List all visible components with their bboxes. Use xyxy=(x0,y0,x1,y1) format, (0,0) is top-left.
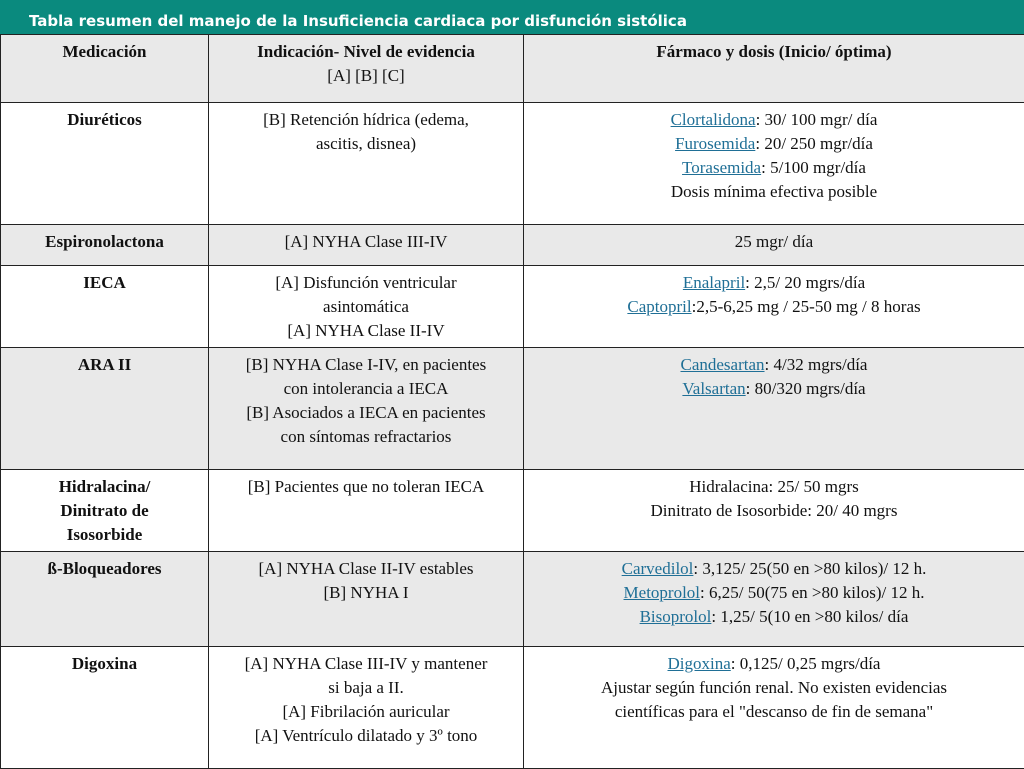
header-farmaco: Fármaco y dosis (Inicio/ óptima) xyxy=(524,35,1024,103)
dose-text: : 30/ 100 mgr/ día xyxy=(756,110,878,129)
page-title: Tabla resumen del manejo de la Insuficiencia cardiaca por disfunción sistólica xyxy=(0,0,1024,34)
dose-line xyxy=(530,475,1018,499)
indication-text: [B] Retención hídrica (edema, xyxy=(215,108,517,132)
drug-link[interactable]: Bisoprolol xyxy=(640,607,712,626)
dose-line xyxy=(530,132,1018,156)
dose-line xyxy=(530,353,1018,377)
dose-text: : 20/ 250 mgr/día xyxy=(755,134,873,153)
dose-line xyxy=(530,605,1018,629)
dose-text: : 6,25/ 50(75 en >80 kilos)/ 12 h. xyxy=(700,583,924,602)
dose-cell xyxy=(524,103,1024,225)
indication-text: [A] NYHA Clase III-IV xyxy=(215,230,517,254)
summary-table xyxy=(0,34,1024,769)
indication-text: con intolerancia a IECA xyxy=(215,377,517,401)
indication-text: [A] Disfunción ventricular xyxy=(215,271,517,295)
indication-text: [A] NYHA Clase II-IV estables xyxy=(215,557,517,581)
dose-line xyxy=(530,581,1018,605)
indication-text: [B] NYHA I xyxy=(215,581,517,605)
dose-text: : 1,25/ 5(10 en >80 kilos/ día xyxy=(711,607,908,626)
drug-link[interactable]: Furosemida xyxy=(675,134,755,153)
indication-cell xyxy=(209,225,524,266)
dose-line xyxy=(530,377,1018,401)
dose-line xyxy=(530,700,1018,724)
dose-text: : 4/32 mgrs/día xyxy=(765,355,868,374)
medication-cell xyxy=(1,225,209,266)
dose-line xyxy=(530,180,1018,204)
table-row xyxy=(1,552,1024,647)
indication-text: [B] Asociados a IECA en pacientes xyxy=(215,401,517,425)
dose-cell xyxy=(524,266,1024,348)
drug-link[interactable]: Enalapril xyxy=(683,273,745,292)
drug-link[interactable]: Carvedilol xyxy=(622,559,694,578)
drug-link[interactable]: Captopril xyxy=(627,297,691,316)
dose-line xyxy=(530,156,1018,180)
indication-text: asintomática xyxy=(215,295,517,319)
indication-text: [B] NYHA Clase I-IV, en pacientes xyxy=(215,353,517,377)
dose-text: 25 mgr/ día xyxy=(735,232,813,251)
dose-text: : 5/100 mgr/día xyxy=(761,158,866,177)
dose-text: : 2,5/ 20 mgrs/día xyxy=(745,273,865,292)
dose-text: Ajustar según función renal. No existen evidencias xyxy=(601,678,947,697)
indication-cell xyxy=(209,266,524,348)
medication-name: IECA xyxy=(7,271,202,295)
medication-cell xyxy=(1,103,209,225)
medication-cell xyxy=(1,470,209,552)
drug-link[interactable]: Digoxina xyxy=(668,654,731,673)
dose-line xyxy=(530,108,1018,132)
dose-text: Dinitrato de Isosorbide: 20/ 40 mgrs xyxy=(651,501,898,520)
medication-cell xyxy=(1,647,209,769)
table-row xyxy=(1,225,1024,266)
dose-line xyxy=(530,557,1018,581)
indication-text: con síntomas refractarios xyxy=(215,425,517,449)
dose-line xyxy=(530,271,1018,295)
indication-text: [B] Pacientes que no toleran IECA xyxy=(215,475,517,499)
indication-cell xyxy=(209,470,524,552)
dose-line xyxy=(530,499,1018,523)
header-indicacion: Indicación- Nivel de evidencia [A] [B] [C] xyxy=(209,35,524,103)
indication-cell xyxy=(209,552,524,647)
table-row xyxy=(1,103,1024,225)
medication-name: Hidralacina/ xyxy=(7,475,202,499)
dose-cell xyxy=(524,552,1024,647)
drug-link[interactable]: Valsartan xyxy=(682,379,745,398)
header-row xyxy=(1,35,1024,103)
indication-text: si baja a II. xyxy=(215,676,517,700)
drug-link[interactable]: Metoprolol xyxy=(624,583,701,602)
medication-name: ARA II xyxy=(7,353,202,377)
dose-text: científicas para el "descanso de fin de semana" xyxy=(615,702,933,721)
dose-line xyxy=(530,676,1018,700)
dose-text: :2,5-6,25 mg / 25-50 mg / 8 horas xyxy=(692,297,921,316)
table-row xyxy=(1,348,1024,470)
medication-name: Digoxina xyxy=(7,652,202,676)
drug-link[interactable]: Torasemida xyxy=(682,158,761,177)
dose-cell xyxy=(524,470,1024,552)
indication-cell xyxy=(209,103,524,225)
medication-name: Isosorbide xyxy=(7,523,202,547)
table-row xyxy=(1,470,1024,552)
medication-cell xyxy=(1,348,209,470)
drug-link[interactable]: Clortalidona xyxy=(671,110,756,129)
dose-cell xyxy=(524,225,1024,266)
medication-cell xyxy=(1,552,209,647)
dose-line xyxy=(530,230,1018,254)
medication-cell xyxy=(1,266,209,348)
indication-cell xyxy=(209,348,524,470)
dose-text: Dosis mínima efectiva posible xyxy=(671,182,877,201)
medication-name: ß-Bloqueadores xyxy=(7,557,202,581)
table-row xyxy=(1,647,1024,769)
medication-name: Dinitrato de xyxy=(7,499,202,523)
dose-cell xyxy=(524,348,1024,470)
dose-text: Hidralacina: 25/ 50 mgrs xyxy=(689,477,859,496)
dose-line xyxy=(530,295,1018,319)
medication-name: Diuréticos xyxy=(7,108,202,132)
indication-text: [A] Ventrículo dilatado y 3º tono xyxy=(215,724,517,748)
header-medicacion: Medicación xyxy=(1,35,209,103)
table-row xyxy=(1,266,1024,348)
indication-text: [A] NYHA Clase II-IV xyxy=(215,319,517,343)
dose-text: : 0,125/ 0,25 mgrs/día xyxy=(731,654,881,673)
indication-text: [A] NYHA Clase III-IV y mantener xyxy=(215,652,517,676)
dose-cell xyxy=(524,647,1024,769)
indication-cell xyxy=(209,647,524,769)
indication-text: ascitis, disnea) xyxy=(215,132,517,156)
medication-name: Espironolactona xyxy=(7,230,202,254)
indication-text: [A] Fibrilación auricular xyxy=(215,700,517,724)
drug-link[interactable]: Candesartan xyxy=(681,355,765,374)
dose-line xyxy=(530,652,1018,676)
dose-text: : 80/320 mgrs/día xyxy=(746,379,866,398)
dose-text: : 3,125/ 25(50 en >80 kilos)/ 12 h. xyxy=(693,559,926,578)
